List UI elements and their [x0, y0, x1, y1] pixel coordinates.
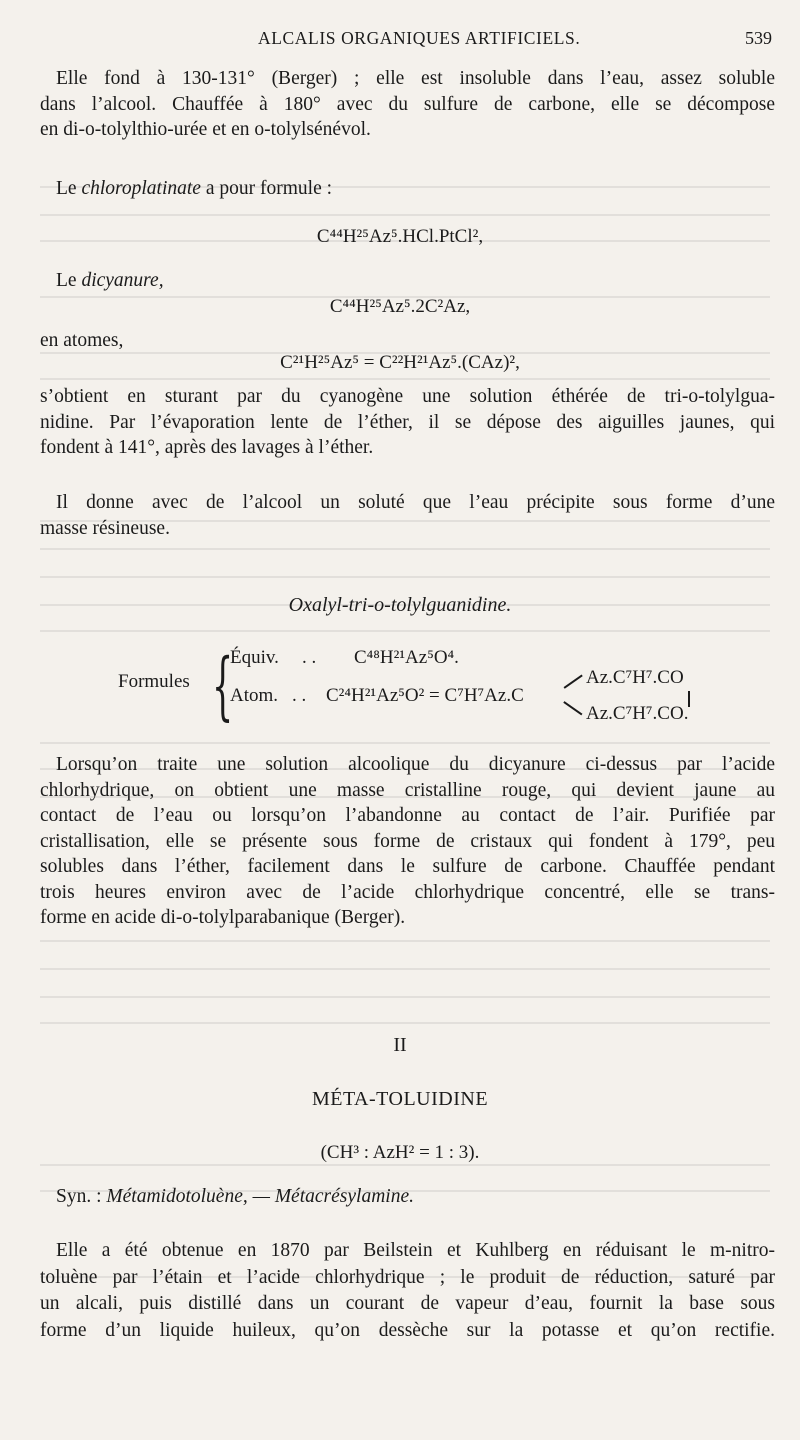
dicyanure-intro — [56, 270, 164, 292]
intro-prefix: Le — [56, 270, 82, 291]
page-number: 539 — [745, 28, 772, 48]
text-line: toluène par l’étain et l’acide chlorhydrique ; le produit de réduction, saturé par — [40, 1266, 775, 1288]
text-line: contact de l’eau ou lorsqu’on l’abandonne au contact de l’air. Purifiée par — [40, 805, 775, 826]
intro-suffix: a pour formule : — [200, 178, 333, 199]
section-formula: (CH³ : AzH² = 1 : 3). — [320, 1142, 480, 1163]
dicyanure-formula: C⁴⁴H²⁵Az⁵.2C²Az, — [329, 296, 471, 317]
chloroplatinate-formula: C⁴⁴H²⁵Az⁵.HCl.PtCl², — [316, 226, 484, 247]
text-line: trois heures environ avec de l’acide chlorhydrique concentré, elle se trans- — [40, 881, 775, 903]
paragraph-solute — [40, 490, 775, 541]
text-line: solubles dans l’éther, facilement dans le sulfure de carbone. Chauffée pendant — [40, 856, 775, 877]
text-line: chlorhydrique, on obtient une masse cristalline rouge, qui devient jaune au — [40, 779, 775, 801]
text-line: fondent à 141°, après des lavages à l’éther. — [40, 437, 374, 458]
equiv-formula: C⁴⁸H²¹Az⁵O⁴. — [354, 647, 459, 668]
text-line: un alcali, puis distillé dans un courant de vapeur d’eau, fournit la base sous — [40, 1293, 775, 1314]
chloroplatinate-term: chloroplatinate — [81, 178, 201, 199]
paragraph-history — [40, 1238, 775, 1344]
atom-label: Atom. — [230, 685, 279, 706]
synonyms-prefix: Syn. : — [56, 1186, 107, 1207]
text-line: forme d’un liquide huileux, qu’on dessèche sur la potasse et qu’on rectifie. — [40, 1319, 775, 1341]
bond-line-up — [564, 675, 583, 689]
atoms-label: en atomes, — [40, 330, 124, 351]
paragraph-preparation — [40, 384, 775, 461]
dicyanure-term: dicyanure, — [81, 270, 164, 291]
text-line: cristallisation, elle se présente sous forme de cristaux qui fondent à 179°, peu — [40, 830, 775, 852]
intro-prefix: Le — [56, 178, 82, 199]
atom-dots: . . — [292, 685, 307, 706]
text-line: Il donne avec de l’alcool un soluté que l’eau précipite sous forme d’une — [56, 492, 775, 513]
formules-label: Formules — [118, 671, 190, 692]
paragraph-melting-point — [40, 66, 775, 143]
text-line: Lorsqu’on traite une solution alcoolique du dicyanure ci-dessus par l’acide — [56, 754, 775, 775]
running-title: ALCALIS ORGANIQUES ARTIFICIELS. — [258, 28, 581, 48]
branch-top-formula: Az.C⁷H⁷.CO — [586, 667, 684, 688]
text-line: Elle fond à 130-131° (Berger) ; elle est insoluble dans l’eau, assez soluble — [56, 68, 775, 89]
section-title: MÉTA-TOLUIDINE — [311, 1088, 489, 1110]
section-number: II — [393, 1034, 407, 1056]
synonyms-names: Métamidotoluène, — Métacrésylamine. — [106, 1186, 414, 1207]
text-line: dans l’alcool. Chauffée à 180° avec du sulfure de carbone, elle se décompose — [40, 93, 775, 115]
equiv-dots: . . — [302, 647, 317, 668]
text-line: masse résineuse. — [40, 517, 170, 539]
formulas-block — [40, 643, 780, 729]
chloroplatinate-intro — [56, 178, 332, 200]
text-line: nidine. Par l’évaporation lente de l’éther, il se dépose des aiguilles jaunes, qui — [40, 411, 775, 433]
left-brace-icon: { — [212, 643, 234, 729]
text-line: Elle a été obtenue en 1870 par Beilstein et Kuhlberg en réduisant le m-nitro- — [56, 1240, 775, 1261]
text-line: en di-o-tolylthio-urée et en o-tolylsénévol. — [40, 119, 371, 140]
running-header — [40, 28, 780, 52]
text-line: s’obtient en sturant par du cyanogène une solution éthérée de tri-o-tolylgua- — [40, 386, 775, 407]
compound-heading: Oxalyl-tri-o-tolylguanidine. — [288, 594, 512, 616]
text-line: forme en acide di-o-tolylparabanique (Berger). — [40, 907, 406, 928]
dicyanure-atoms-formula: C²¹H²⁵Az⁵ = C²²H²¹Az⁵.(CAz)², — [280, 352, 520, 373]
equiv-label: Équiv. — [230, 647, 279, 668]
branch-bottom-formula: Az.C⁷H⁷.CO. — [586, 703, 689, 724]
atom-formula: C²⁴H²¹Az⁵O² = C⁷H⁷Az.C — [326, 685, 524, 706]
synonyms-line — [56, 1186, 414, 1208]
bond-line-down — [564, 701, 583, 715]
paragraph-hydrochloric — [40, 752, 775, 931]
